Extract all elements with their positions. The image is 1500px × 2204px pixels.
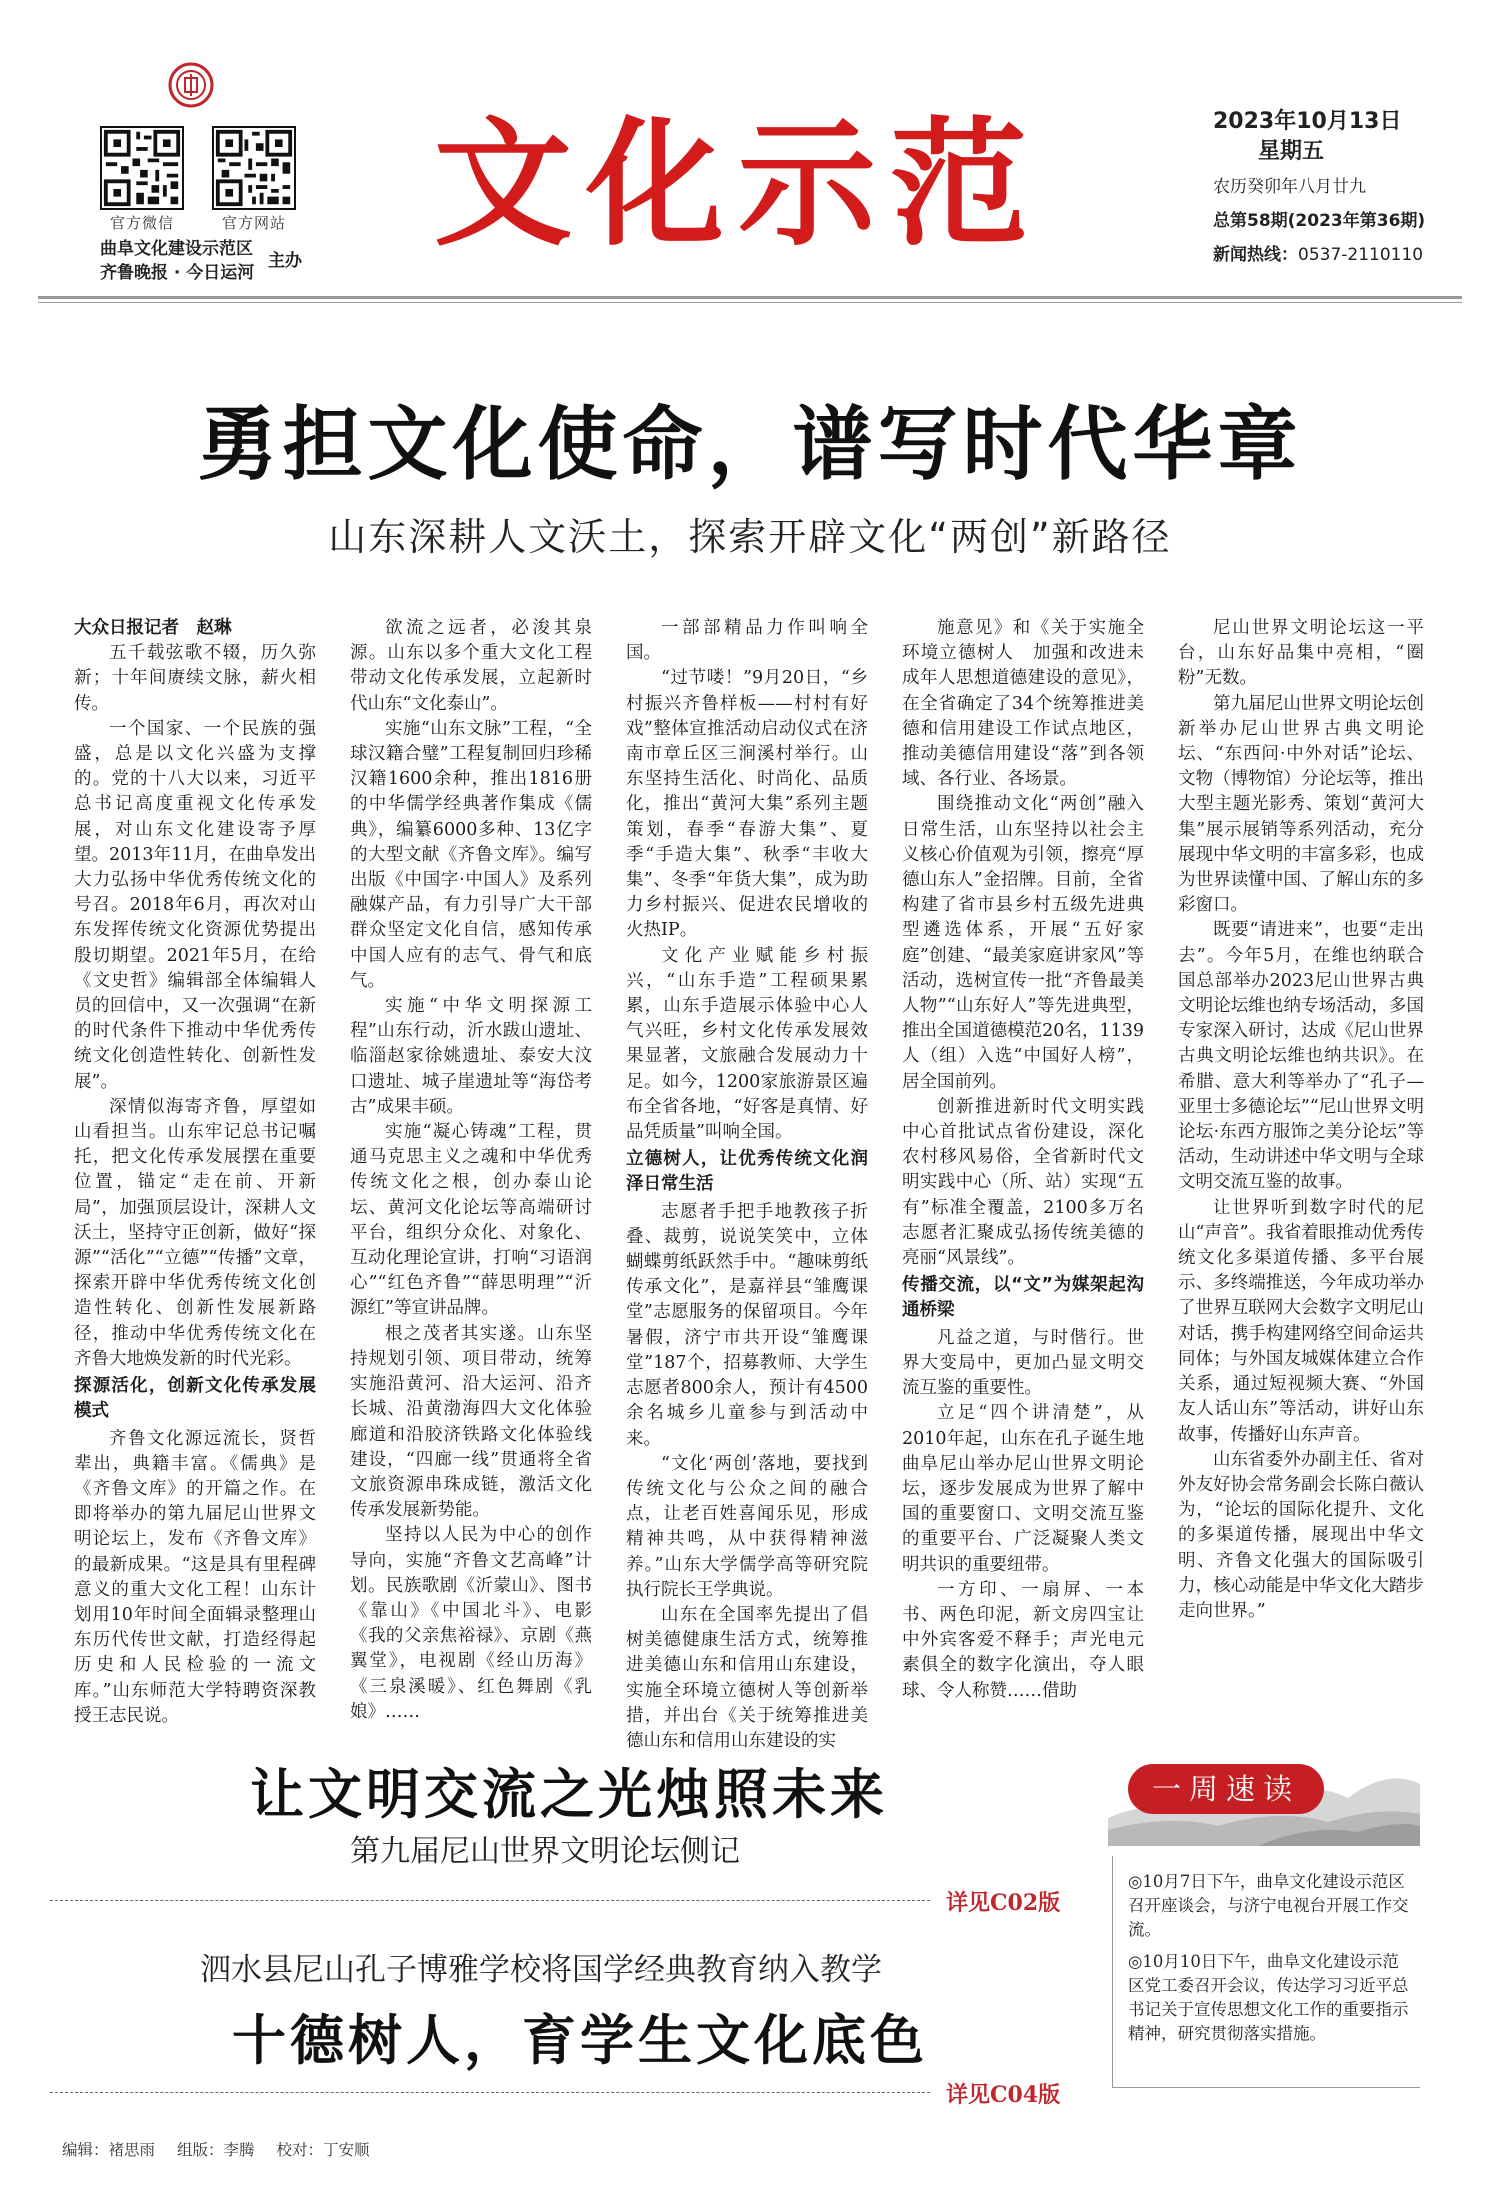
article-column-3: [626, 616, 886, 1751]
paper-name: 文化示范: [433, 104, 1042, 265]
lead-subheadline: 山东深耕人文沃土，探索开辟文化“两创”新路径: [328, 515, 1172, 559]
article-column-5: [1178, 616, 1424, 1674]
sponsor-line-2: 齐鲁晚报 · 今日运河: [100, 263, 255, 283]
teaser-2-page-link[interactable]: 详见C04版: [946, 2082, 1061, 2108]
article-paragraph: 尼山世界文明论坛这一平台，山东好品集中亮相，“圈粉”无数。: [1178, 618, 1424, 689]
footer-credits: [62, 2138, 392, 2160]
masthead-seal-icon: [168, 62, 214, 108]
issue-weekday: 星期五: [1258, 139, 1325, 164]
news-hotline: [1213, 240, 1423, 265]
article-paragraph: 欲流之远者，必浚其泉源。山东以多个重大文化工程带动文化传承发展，立起新时代山东“文化泰山”。: [350, 618, 592, 714]
masthead-rule: [38, 296, 1462, 299]
article-subheading: 探源活化，创新文化传承发展模式: [74, 1376, 316, 1422]
article-paragraph: 围绕推动文化“两创”融入日常生活，山东坚持以社会主义核心价值观为引领，擦亮“厚德山东人”金招牌。目前，全省构建了省市县乡村五级先进典型遴选体系，开展“五好家庭”创建、“最美家庭讲家风”等活动，选树宣传一批“齐鲁最美人物”“山东好人”等先进典型，推出全国道德模范20名，1139人（组）入选“中国好人榜”，居全国前列。: [902, 794, 1144, 1092]
article-byline: 大众日报记者 赵琳: [74, 618, 232, 638]
issue-number: 总第58期(2023年第36期): [1213, 211, 1426, 231]
article-paragraph: 根之茂者其实遂。山东坚持规划引领、项目带动，统筹实施沿黄河、沿大运河、沿齐长城、沿黄渤海四大文化体验廊道和沿胶济铁路文化体验线建设，“四廊一线”贯通将全省文旅资源串珠成链，激活文化传承发展新势能。: [350, 1323, 592, 1521]
article-paragraph: 凡益之道，与时偕行。世界大变局中，更加凸显文明交流互鉴的重要性。: [902, 1327, 1144, 1399]
article-column-2: [350, 616, 592, 1722]
article-paragraph: 深情似海寄齐鲁，厚望如山看担当。山东牢记总书记嘱托，把文化传承发展摆在重要位置，锚定“走在前、开新局”，加强顶层设计，深耕人文沃土，坚持守正创新，做好“探源”“活化”“立德”“传播”文章，探索开辟中华优秀传统文化创造性转化、创新性发展新路径，推动中华优秀传统文化在齐鲁大地焕发新的时代光彩。: [74, 1096, 316, 1369]
article-paragraph: 齐鲁文化源远流长，贤哲辈出，典籍丰富。《儒典》是《齐鲁文库》的开篇之作。在即将举办的第九届尼山世界文明论坛上，发布《齐鲁文库》的最新成果。“这是具有里程碑意义的重大文化工程！山东计划用10年时间全面辑录整理山东历代传世文献，打造经得起历史和人民检验的一流文库。”山东师范大学特聘资深教授王志民说。: [74, 1428, 316, 1726]
credit-proof: 校对：丁安顺: [276, 2141, 370, 2159]
article-paragraph: 立足“四个讲清楚”，从2010年起，山东在孔子诞生地曲阜尼山举办尼山世界文明论坛，逐步发展成为世界了解中国的重要窗口、文明交流互鉴的重要平台、广泛凝聚人类文明共识的重要纽带。: [902, 1403, 1144, 1575]
article-paragraph: 一个国家、一个民族的强盛，总是以文化兴盛为支撑的。党的十八大以来，习近平总书记高度重视文化传承发展，对山东文化建设寄予厚望。2013年11月，在曲阜发出大力弘扬中华优秀传统文化的号召。2018年6月，再次对山东发挥传统文化资源优势提出殷切期望。2021年5月，在给《文史哲》编辑部全体编辑人员的回信中，又一次强调“在新的时代条件下推动中华优秀传统文化创造性转化、创新性发展”。: [74, 718, 316, 1092]
article-paragraph: 实施“山东文脉”工程，“全球汉籍合璧”工程复制回归珍稀汉籍1600余种，推出1816册的中华儒学经典著作集成《儒典》，编纂6000多种、13亿字的大型文献《齐鲁文库》。编写出版《中国字·中国人》及系列融媒产品，有力引导广大干部群众坚定文化自信，感知传承中国人应有的志气、骨气和底气。: [350, 718, 592, 991]
qr-code-icon: [214, 128, 294, 208]
article-paragraph: 坚持以人民为中心的创作导向，实施“齐鲁文艺高峰”计划。民族歌剧《沂蒙山》、图书《靠山》《中国北斗》、电影《我的父亲焦裕禄》、京剧《燕翼堂》，电视剧《经山历海》《三泉溪暖》、红色舞剧《乳娘》……: [350, 1525, 592, 1722]
brief-item: ◎10月10日下午，曲阜文化建设示范区党工委召开会议，传达学习习近平总书记关于宣传思想文化工作的重要指示精神，研究贯彻落实措施。: [1128, 1952, 1409, 2043]
article-paragraph: 文化产业赋能乡村振兴，“山东手造”工程硕果累累，山东手造展示体验中心人气兴旺，乡村文化传承发展效果显著，文旅融合发展动力十足。如今，1200家旅游景区遍布全省各地，“好客是真情、好品凭质量”叫响全国。: [626, 945, 868, 1143]
article-paragraph: 实施“中华文明探源工程”山东行动，沂水跋山遗址、临淄赵家徐姚遗址、泰安大汶口遗址、城子崖遗址等“海岱考古”成果丰硕。: [350, 996, 592, 1117]
article-paragraph: 山东在全国率先提出了倡树美德健康生活方式，统筹推进美德山东和信用山东建设，实施全环境立德树人等创新举措，并出台《关于统筹推进美德山东和信用山东建设的实: [626, 1604, 868, 1751]
article-column-4: [902, 616, 1144, 1701]
brief-item: ◎10月7日下午，曲阜文化建设示范区召开座谈会，与济宁电视台开展工作交流。: [1128, 1872, 1409, 1939]
article-paragraph: 施意见》和《关于实施全环境立德树人 加强和改进未成年人思想道德建设的意见》，在全省确定了34个统筹推进美德和信用建设工作试点地区，推动美德信用建设“落”到各领域、各行业、各场景。: [902, 618, 1144, 790]
teaser-2-headline[interactable]: 十德树人，育学生文化底色: [232, 2008, 928, 2072]
hotline-number: 0537-2110110: [1298, 245, 1424, 265]
article-paragraph: “文化‘两创’落地，要找到传统文化与公众之间的融合点，让老百姓喜闻乐见，形成精神共鸣，从中获得精神滋养。”山东大学儒学高等研究院执行院长王学典说。: [626, 1453, 868, 1600]
qr-code-website[interactable]: [212, 126, 296, 210]
masthead-rule-thin: [38, 302, 1462, 303]
teaser-2-kicker: 泗水县尼山孔子博雅学校将国学经典教育纳入教学: [200, 1952, 882, 1988]
article-paragraph: 创新推进新时代文明实践中心首批试点省份建设，深化农村移风易俗，全省新时代文明实践中心（所、站）实现“五有”标准全覆盖，2100多万名志愿者汇聚成弘扬传统美德的亮丽“风景线”。: [902, 1096, 1144, 1269]
teaser-1-subheadline: 第九届尼山世界文明论坛侧记: [350, 1834, 740, 1869]
article-paragraph: 一方印、一扇屏、一本书、两色印泥，新文房四宝让中外宾客爱不释手；声光电元素俱全的数字化演出，夺人眼球、令人称赞……借助: [902, 1579, 1144, 1701]
credit-editor: 编辑：褚思雨: [62, 2141, 156, 2159]
qr-code-icon: [102, 128, 182, 208]
teaser-1-headline[interactable]: 让文明交流之光烛照未来: [250, 1762, 888, 1826]
article-paragraph: 实施“凝心铸魂”工程，贯通马克思主义之魂和中华优秀传统文化之根，创办泰山论坛、黄河文化论坛等高端研讨平台，组织分众化、对象化、互动化理论宣讲，打响“习语润心”“红色齐鲁”“薛思明理”“沂源红”等宣讲品牌。: [350, 1122, 592, 1319]
article-paragraph: 一部部精品力作叫响全国。: [626, 618, 868, 664]
sponsor-role: 主办: [268, 251, 302, 271]
dashed-divider: [50, 1900, 930, 1901]
article-paragraph: 五千载弦歌不辍，历久弥新；十年间赓续文脉，薪火相传。: [74, 643, 316, 714]
article-subheading: 立德树人，让优秀传统文化润泽日常生活: [626, 1149, 868, 1195]
credit-layout: 组版：李腾: [177, 2141, 255, 2159]
article-paragraph: 志愿者手把手地教孩子折叠、裁剪，说说笑笑中，立体蝴蝶剪纸跃然手中。“趣味剪纸 传承文化”，是嘉祥县“雏鹰课堂”志愿服务的保留项目。今年暑假，济宁市共开设“雏鹰课堂”187个，招募教师、大学生志愿者800余人，预计有4500余名城乡儿童参与到活动中来。: [626, 1201, 886, 1449]
hotline-label: 新闻热线：: [1213, 245, 1298, 265]
teaser-1-page-link[interactable]: 详见C02版: [946, 1890, 1061, 1916]
article-paragraph: 既要“请进来”，也要“走出去”。今年5月，在维也纳联合国总部举办2023尼山世界古典文明论坛维也纳专场活动，多国专家深入研讨，达成《尼山世界古典文明论坛维也纳共识》。在希腊、意大利等举办了“孔子—亚里士多德论坛”“尼山世界文明论坛·东西方服饰之美分论坛”等活动，生动讲述中华文明与全球文明交流互鉴的故事。: [1178, 920, 1424, 1193]
article-paragraph: 第九届尼山世界文明论坛创新举办尼山世界古典文明论坛、“东西问·中外对话”论坛、文物（博物馆）分论坛等，推出大型主题光影秀、策划“黄河大集”展示展销等系列活动，充分展现中华文明的丰富多彩，也成为世界读懂中国、了解山东的多彩窗口。: [1178, 693, 1424, 916]
lunar-date: 农历癸卯年八月廿九: [1213, 177, 1366, 197]
qr-label-website: 官方网站: [221, 214, 286, 232]
article-paragraph: 让世界听到数字时代的尼山“声音”。我省着眼推动优秀传统文化多渠道传播、多平台展示、多终端推送，今年成功举办了世界互联网大会数字文明尼山对话，携手构建网络空间命运共同体；与外国友城媒体建立合作关系，通过短视频大赛、“外国友人话山东”等活动，讲好山东故事，传播好山东声音。: [1178, 1197, 1424, 1445]
article-paragraph: “过节喽！”9月20日，“乡村振兴齐鲁样板——村村有好戏”整体宣推活动启动仪式在济南市章丘区三涧溪村举行。山东坚持生活化、时尚化、品质化，推出“黄河大集”系列主题策划，春季“春游大集”、夏季“手造大集”、秋季“丰收大集”、冬季“年货大集”，成为助力乡村振兴、促进农民增收的火热IP。: [626, 668, 868, 941]
article-paragraph: 山东省委外办副主任、省对外友好协会常务副会长陈白薇认为，“论坛的国际化提升、文化的多渠道传播，展现出中华文明、齐鲁文化强大的国际吸引力，核心动能是中华文化大踏步走向世界。”: [1178, 1449, 1424, 1621]
sponsor-line-1: 曲阜文化建设示范区: [100, 239, 253, 259]
article-column-1: [74, 616, 316, 1726]
weekly-brief-tag: 一周速读: [1128, 1764, 1324, 1814]
issue-date: 2023年10月13日: [1213, 109, 1402, 134]
lead-headline: 勇担文化使命，谱写时代华章: [197, 397, 1303, 491]
qr-code-wechat[interactable]: [100, 126, 184, 210]
qr-label-wechat: 官方微信: [109, 214, 174, 232]
dashed-divider: [50, 2092, 930, 2093]
article-subheading: 传播交流，以“文”为媒架起沟通桥梁: [902, 1275, 1144, 1321]
